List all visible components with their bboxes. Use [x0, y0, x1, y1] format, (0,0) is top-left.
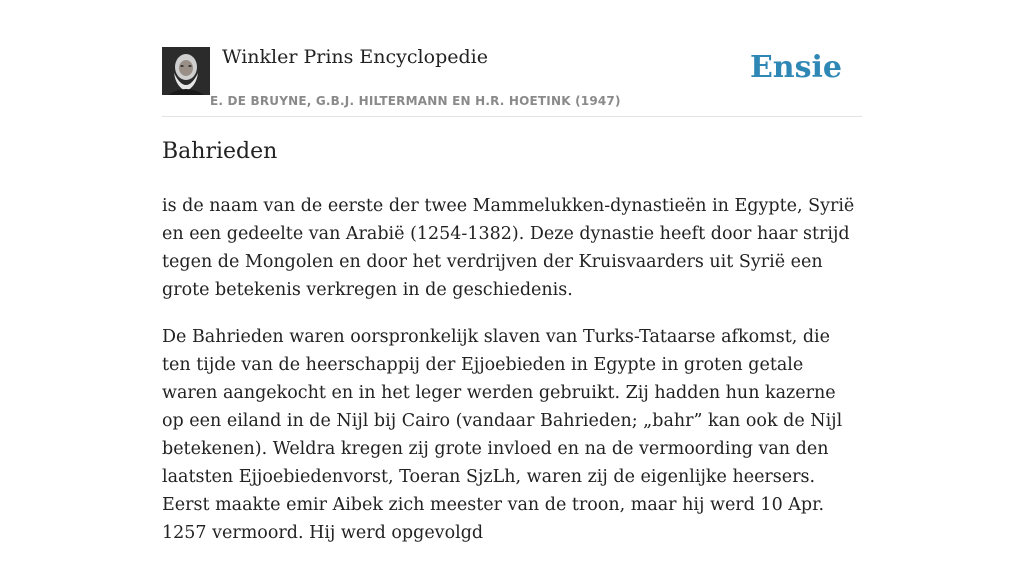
ensie-logo[interactable]: Ensie	[749, 50, 842, 85]
author-avatar[interactable]	[162, 47, 210, 95]
bearded-man-portrait-icon	[162, 47, 210, 95]
source-header	[162, 44, 862, 117]
entry-title: Bahrieden	[162, 139, 278, 164]
entry-paragraph: is de naam van de eerste der twee Mammelukken-dynastieën in Egypte, Syrië en een gedeelte van Arabië (1254-1382). Deze dynastie heeft door haar strijd tegen de Mongolen en door het verdrijven der Kruisvaarders uit Syrië een grote betekenis verkregen in de geschiedenis.	[162, 196, 855, 300]
source-authors: E. DE BRUYNE, G.B.J. HILTERMANN EN H.R. HOETINK (1947)	[210, 94, 621, 108]
source-title[interactable]: Winkler Prins Encyclopedie	[222, 46, 488, 68]
entry-paragraph: De Bahrieden waren oorspronkelijk slaven van Turks-Tataarse afkomst, die ten tijde van de heerschappij der Ejjoebieden in Egypte in groten getale waren aangekocht en in het leger werden gebruikt. Zij hadden hun kazerne op een eiland in de Nijl bij Cairo (vandaar Bahrieden; „bahr” kan ook de Nijl betekenen). Weldra kregen zij grote invloed en na de vermoording van den laatsten Ejjoebiedenvorst, Toeran SjzLh, waren zij de eigenlijke heersers. Eerst maakte emir Aibek zich meester van de troon, maar hij werd 10 Apr. 1257 vermoord. Hij werd opgevolgd	[162, 327, 843, 543]
entry-body	[162, 192, 862, 566]
